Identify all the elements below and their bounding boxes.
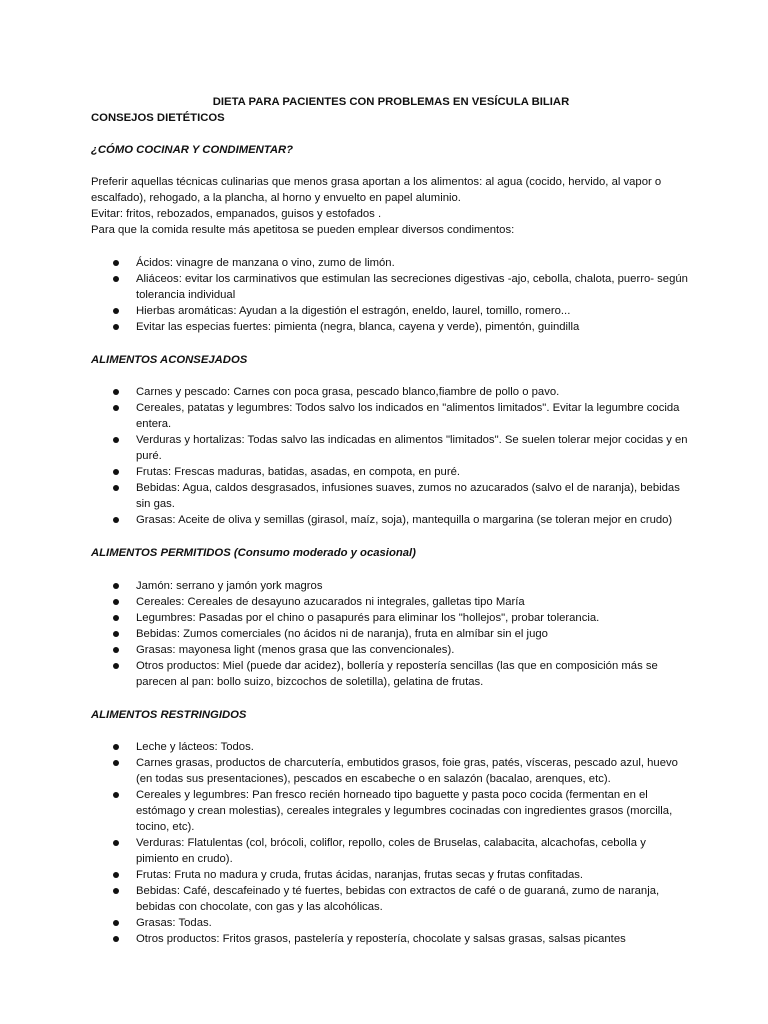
bullet-icon xyxy=(113,888,119,894)
document-title: DIETA PARA PACIENTES CON PROBLEMAS EN VESÍCULA BILIAR xyxy=(212,96,570,108)
bullet-icon xyxy=(113,389,119,395)
list-item: Ácidos: vinagre de manzana o vino, zumo de limón. xyxy=(91,255,691,271)
list-item: Grasas: Todas. xyxy=(91,915,691,931)
bullet-icon xyxy=(113,260,119,266)
cook-condiments-list xyxy=(91,255,691,335)
section-heading-restringidos: ALIMENTOS RESTRINGIDOS xyxy=(91,709,247,721)
bullet-icon xyxy=(113,631,119,637)
list-item: Verduras y hortalizas: Todas salvo las indicadas en alimentos "limitados". Se suelen tolerar mejor cocidas y en puré. xyxy=(91,432,691,464)
bullet-icon xyxy=(113,308,119,314)
bullet-icon xyxy=(113,936,119,942)
bullet-icon xyxy=(113,485,119,491)
bullet-icon xyxy=(113,437,119,443)
list-item: Legumbres: Pasadas por el chino o pasapurés para eliminar los "hollejos", probar tolerancia. xyxy=(91,610,691,626)
list-item: Bebidas: Agua, caldos desgrasados, infusiones suaves, zumos no azucarados (salvo el de naranja), bebidas sin gas. xyxy=(91,480,691,512)
section-heading-permitidos: ALIMENTOS PERMITIDOS (Consumo moderado y ocasional) xyxy=(91,547,416,559)
bullet-icon xyxy=(113,583,119,589)
list-item: Grasas: Aceite de oliva y semillas (girasol, maíz, soja), mantequilla o margarina (se toleran mejor en crudo) xyxy=(91,512,691,528)
list-item: Verduras: Flatulentas (col, brócoli, coliflor, repollo, coles de Bruselas, calabacita, alcachofas, cebolla y pimiento en crudo). xyxy=(91,835,691,867)
list-item: Carnes grasas, productos de charcutería, embutidos grasos, foie gras, patés, vísceras, pescado azul, huevo (en todas sus presentaciones), pescados en escabeche o en salazón (bacalao, arenques, etc). xyxy=(91,755,691,787)
bullet-icon xyxy=(113,744,119,750)
list-item: Leche y lácteos: Todos. xyxy=(91,739,691,755)
bullet-icon xyxy=(113,792,119,798)
list-item: Hierbas aromáticas: Ayudan a la digestión el estragón, eneldo, laurel, tomillo, romero... xyxy=(91,303,691,319)
bullet-icon xyxy=(113,647,119,653)
bullet-icon xyxy=(113,760,119,766)
section-heading-cook: ¿CÓMO COCINAR Y CONDIMENTAR? xyxy=(91,144,294,156)
list-item: Cereales, patatas y legumbres: Todos salvo los indicados en "alimentos limitados". Evitar la legumbre cocida entera. xyxy=(91,400,691,432)
bullet-icon xyxy=(113,840,119,846)
bullet-icon xyxy=(113,517,119,523)
bullet-icon xyxy=(113,469,119,475)
bullet-icon xyxy=(113,920,119,926)
list-item: Cereales: Cereales de desayuno azucarados ni integrales, galletas tipo María xyxy=(91,594,691,610)
document-content xyxy=(91,94,691,947)
list-item: Carnes y pescado: Carnes con poca grasa, pescado blanco,fiambre de pollo o pavo. xyxy=(91,384,691,400)
list-item: Jamón: serrano y jamón york magros xyxy=(91,578,691,594)
list-item: Bebidas: Café, descafeinado y té fuertes, bebidas con extractos de café o de guaraná, zumo de naranja, bebidas con chocolate, con gas y las alcohólicas. xyxy=(91,883,691,915)
aconsejados-list xyxy=(91,384,691,528)
bullet-icon xyxy=(113,599,119,605)
bullet-icon xyxy=(113,872,119,878)
bullet-icon xyxy=(113,324,119,330)
bullet-icon xyxy=(113,615,119,621)
list-item: Otros productos: Miel (puede dar acidez), bollería y repostería sencillas (las que en composición más se parecen al pan: bollo suizo, bizcochos de soletilla), gelatina de frutas. xyxy=(91,658,691,690)
cook-paragraph-2: Evitar: fritos, rebozados, empanados, guisos y estofados . xyxy=(91,208,382,220)
cook-paragraph-3: Para que la comida resulte más apetitosa se pueden emplear diversos condimentos: xyxy=(91,224,515,236)
list-item: Evitar las especias fuertes: pimienta (negra, blanca, cayena y verde), pimentón, guindilla xyxy=(91,319,691,335)
list-item: Frutas: Fruta no madura y cruda, frutas ácidas, naranjas, frutas secas y frutas confitadas. xyxy=(91,867,691,883)
list-item: Grasas: mayonesa light (menos grasa que las convencionales). xyxy=(91,642,691,658)
list-item: Frutas: Frescas maduras, batidas, asadas, en compota, en puré. xyxy=(91,464,691,480)
document-subtitle: CONSEJOS DIETÉTICOS xyxy=(91,112,225,124)
bullet-icon xyxy=(113,663,119,669)
list-item: Cereales y legumbres: Pan fresco recién horneado tipo baguette y pasta poco cocida (fermentan en el estómago y crean molestias), cereales integrales y legumbres cocinadas con ingredientes grasos (morcilla, tocino, etc). xyxy=(91,787,691,835)
list-item: Aliáceos: evitar los carminativos que estimulan las secreciones digestivas -ajo, cebolla, chalota, puerro- según tolerancia individual xyxy=(91,271,691,303)
bullet-icon xyxy=(113,405,119,411)
restringidos-list xyxy=(91,739,691,947)
list-item: Otros productos: Fritos grasos, pastelería y repostería, chocolate y salsas grasas, salsas picantes xyxy=(91,931,691,947)
cook-paragraph-1: Preferir aquellas técnicas culinarias que menos grasa aportan a los alimentos: al agua (cocido, hervido, al vapor o escalfado), rehogado, a la plancha, al horno y envuelto en papel aluminio. xyxy=(91,176,662,204)
permitidos-list xyxy=(91,578,691,690)
bullet-icon xyxy=(113,276,119,282)
list-item: Bebidas: Zumos comerciales (no ácidos ni de naranja), fruta en almíbar sin el jugo xyxy=(91,626,691,642)
section-heading-aconsejados: ALIMENTOS ACONSEJADOS xyxy=(91,354,248,366)
